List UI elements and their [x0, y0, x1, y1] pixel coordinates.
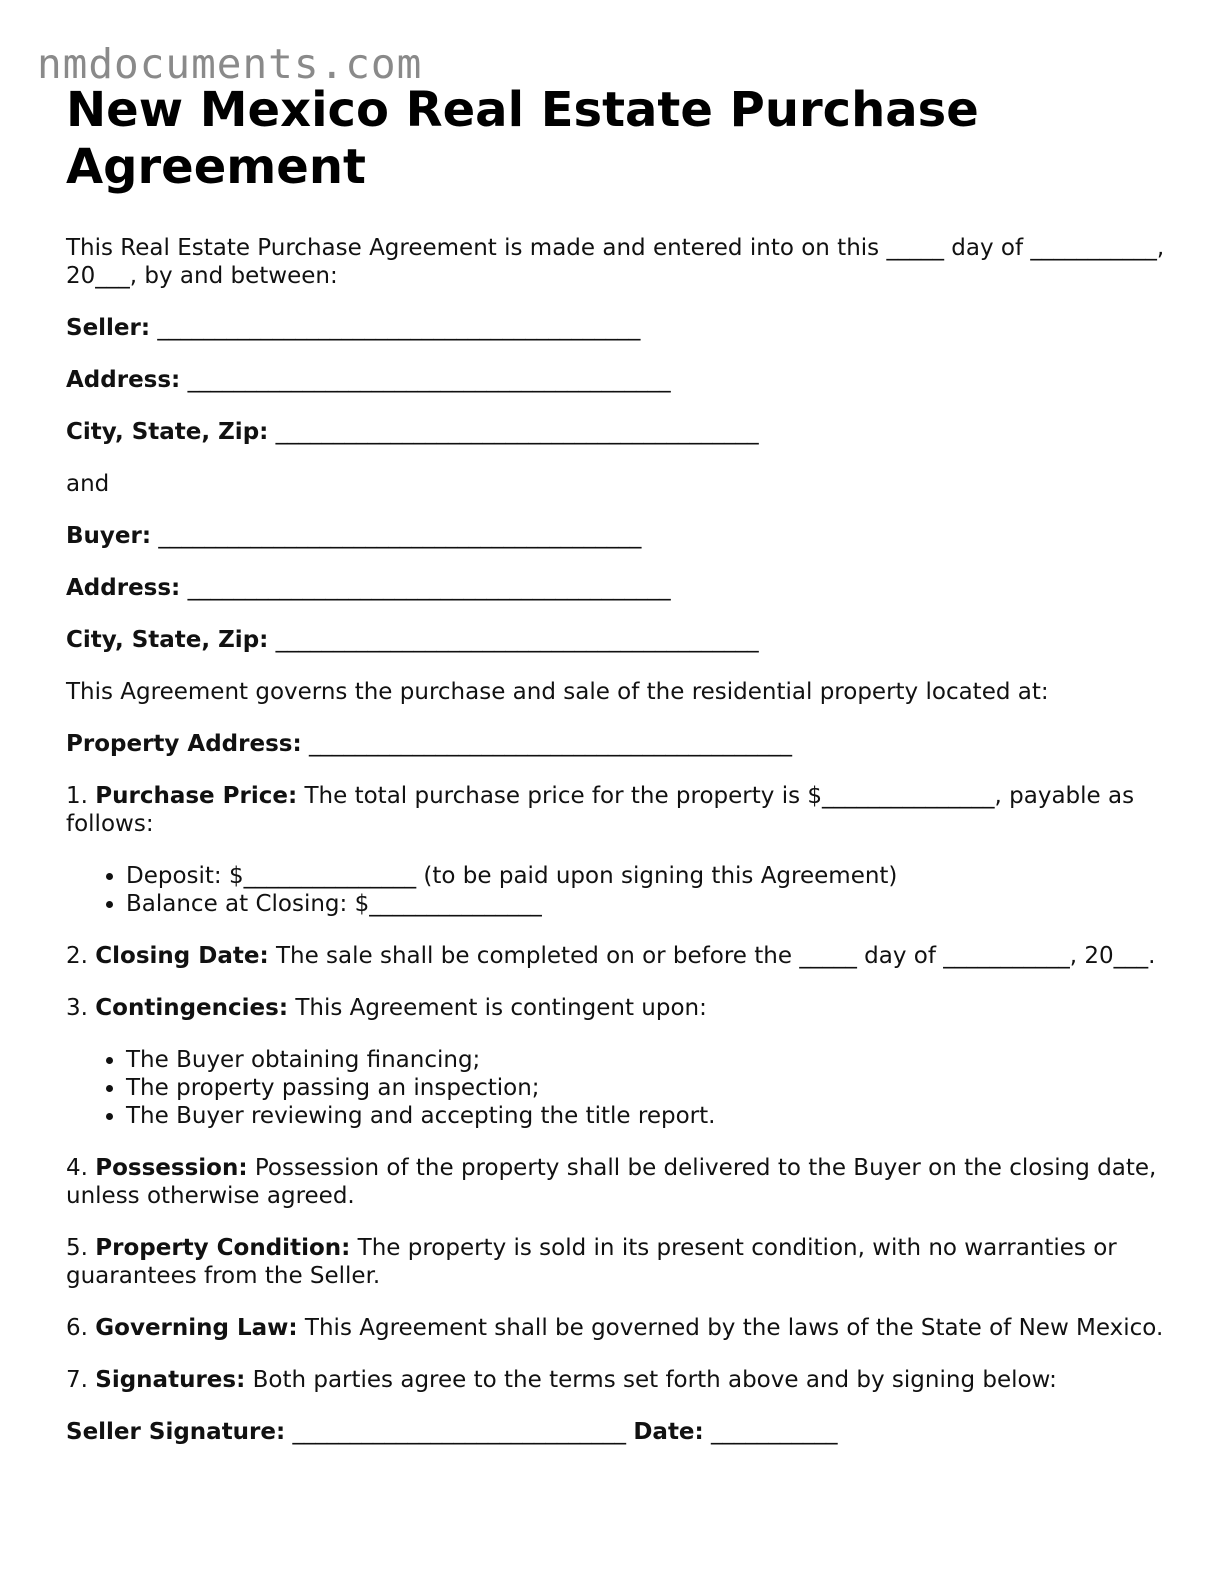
list-item: • The Buyer obtaining financing; — [126, 1046, 1166, 1074]
list-item: • The Buyer reviewing and accepting the title report. — [126, 1102, 1166, 1130]
section-heading: Governing Law: — [95, 1315, 298, 1341]
buyer-city-field — [66, 626, 1166, 654]
property-address-blank[interactable]: __________________________________________ — [308, 731, 792, 757]
site-watermark: nmdocuments.com — [37, 40, 423, 88]
section-number: 5. — [66, 1235, 88, 1261]
section-heading: Possession: — [95, 1155, 248, 1181]
seller-name-field — [66, 314, 1166, 342]
section-signatures — [66, 1366, 1166, 1394]
section-text: The sale shall be completed on or before the _____ day of ___________, 20___. — [275, 943, 1156, 969]
section-text: Both parties agree to the terms set forth above and by signing below: — [252, 1367, 1057, 1393]
buyer-name-blank[interactable]: __________________________________________ — [158, 523, 642, 549]
section-number: 2. — [66, 943, 88, 969]
seller-city-label: City, State, Zip: — [66, 419, 269, 445]
section-heading: Closing Date: — [95, 943, 269, 969]
section-number: 3. — [66, 995, 88, 1021]
section-number: 4. — [66, 1155, 88, 1181]
governs-paragraph: This Agreement governs the purchase and sale of the residential property located at: — [66, 679, 1049, 705]
list-item: • The property passing an inspection; — [126, 1074, 1166, 1102]
property-address-field — [66, 730, 1166, 758]
section-text: The property is sold in its present condition, with no warranties or guarantees from the Seller. — [66, 1235, 1117, 1289]
purchase-price-list — [66, 862, 1166, 918]
section-number: 1. — [66, 783, 88, 809]
buyer-address-label: Address: — [66, 575, 181, 601]
section-purchase-price — [66, 782, 1166, 838]
section-number: 7. — [66, 1367, 88, 1393]
section-closing-date — [66, 942, 1166, 970]
list-item: • Balance at Closing: $_______________ — [126, 890, 1166, 918]
section-heading: Contingencies: — [95, 995, 289, 1021]
buyer-address-blank[interactable]: __________________________________________ — [187, 575, 671, 601]
list-item: • Deposit: $_______________ (to be paid upon signing this Agreement) — [126, 862, 1166, 890]
seller-address-blank[interactable]: __________________________________________ — [187, 367, 671, 393]
seller-signature-blank[interactable]: _____________________________ — [292, 1419, 627, 1445]
section-text: Possession of the property shall be delivered to the Buyer on the closing date, unless otherwise agreed. — [66, 1155, 1157, 1209]
seller-name-blank[interactable]: __________________________________________ — [157, 315, 641, 341]
document-page — [66, 82, 1166, 1446]
section-heading: Signatures: — [95, 1367, 246, 1393]
buyer-address-field — [66, 574, 1166, 602]
seller-address-label: Address: — [66, 367, 181, 393]
section-governing-law — [66, 1314, 1166, 1342]
section-text: This Agreement shall be governed by the laws of the State of New Mexico. — [304, 1315, 1164, 1341]
intro-paragraph: This Real Estate Purchase Agreement is made and entered into on this _____ day of ___________, 20___, by and between: — [66, 235, 1165, 289]
and-text: and — [66, 471, 110, 497]
property-address-label: Property Address: — [66, 731, 302, 757]
section-text: This Agreement is contingent upon: — [295, 995, 707, 1021]
buyer-name-field — [66, 522, 1166, 550]
section-heading: Purchase Price: — [95, 783, 298, 809]
seller-city-blank[interactable]: __________________________________________ — [275, 419, 759, 445]
seller-address-field — [66, 366, 1166, 394]
buyer-city-label: City, State, Zip: — [66, 627, 269, 653]
seller-signature-field — [66, 1418, 1166, 1446]
buyer-name-label: Buyer: — [66, 523, 152, 549]
contingencies-list — [66, 1046, 1166, 1130]
section-text: The total purchase price for the property is $_______________, payable as follows: — [66, 783, 1135, 837]
section-property-condition — [66, 1234, 1166, 1290]
seller-name-label: Seller: — [66, 315, 151, 341]
document-title: New Mexico Real Estate Purchase Agreement — [66, 82, 979, 195]
section-possession — [66, 1154, 1166, 1210]
buyer-city-blank[interactable]: __________________________________________ — [275, 627, 759, 653]
section-contingencies — [66, 994, 1166, 1022]
seller-city-field — [66, 418, 1166, 446]
section-heading: Property Condition: — [95, 1235, 351, 1261]
section-number: 6. — [66, 1315, 88, 1341]
signature-date-blank[interactable]: ___________ — [711, 1419, 838, 1445]
signature-date-label: Date: — [633, 1419, 704, 1445]
seller-signature-label: Seller Signature: — [66, 1419, 286, 1445]
